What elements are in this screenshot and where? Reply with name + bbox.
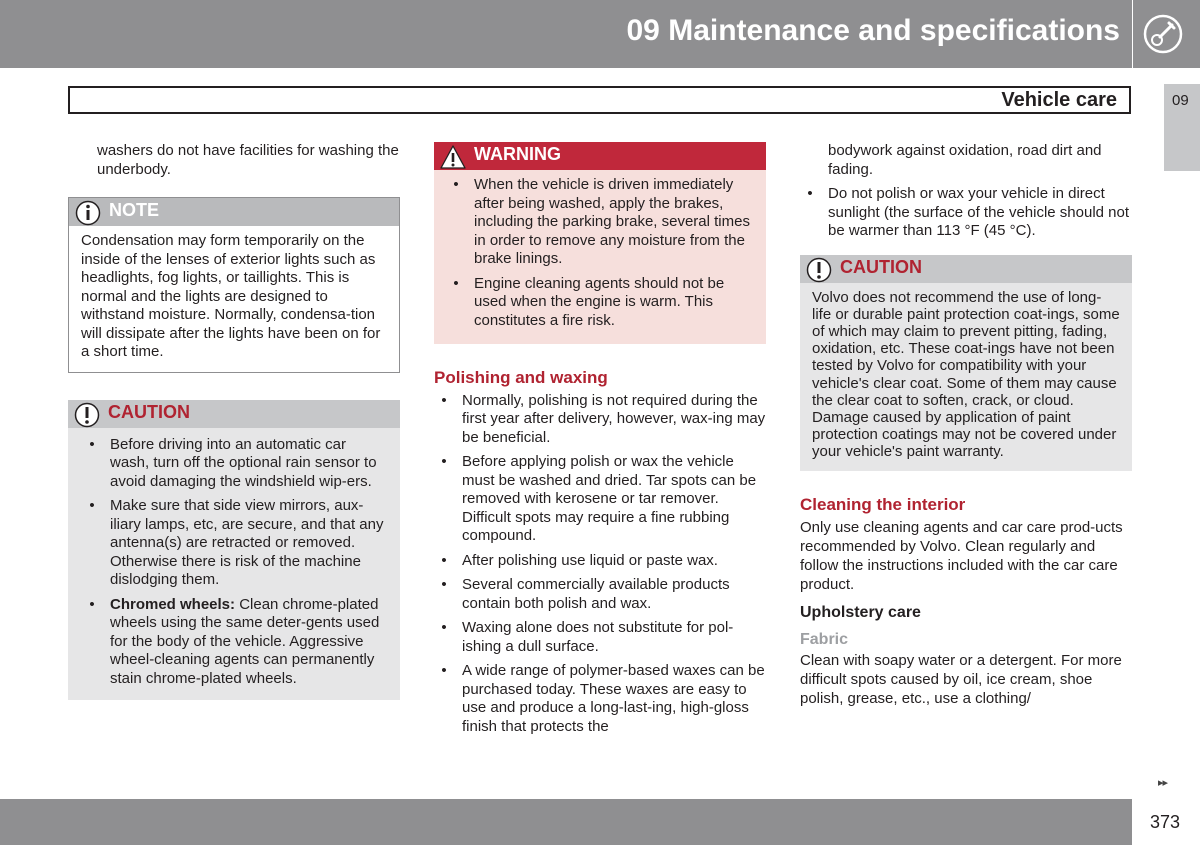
section-header-bar bbox=[68, 86, 1131, 114]
chapter-tab-label: 09 bbox=[1172, 92, 1189, 109]
list-item: • Before driving into an automatic car wash, turn off the optional rain sensor to avoid damaging the windshield wip-ers. bbox=[82, 436, 388, 492]
caution-label: CAUTION bbox=[108, 401, 190, 422]
caution-box-2 bbox=[800, 255, 1132, 471]
chapter-icon-box bbox=[1133, 0, 1200, 68]
column-1 bbox=[68, 142, 400, 700]
exclamation-icon bbox=[806, 257, 832, 283]
continued-text: bodywork against oxidation, road dirt and fading. bbox=[828, 142, 1102, 178]
caution-body: Volvo does not recommend the use of long-life or durable paint protection coat-ings, some of which may claim to prevent pitting, fading, oxidation, etc. These coat-ings have not been tested by Volvo for compatibility with your vehicle's clear coat. Some of them may cause the clear coat to soften, crack, or cloud. Damage caused by application of paint protection coatings may not be covered under your vehicle's paint warranty. bbox=[812, 288, 1120, 461]
bullet-icon: • bbox=[441, 662, 447, 679]
bullet-icon: • bbox=[441, 576, 447, 593]
list-item: • Normally, polishing is not required during the first year after delivery, however, wax-ing may be beneficial. bbox=[434, 392, 766, 448]
chromed-wheels-term: Chromed wheels: bbox=[110, 595, 236, 613]
warning-list bbox=[446, 176, 754, 330]
list-item: • Several commercially available products contain both polish and wax. bbox=[434, 576, 766, 613]
chapter-header-bar bbox=[0, 0, 1132, 68]
bullet-icon: • bbox=[453, 176, 459, 193]
note-label: NOTE bbox=[109, 200, 160, 220]
warning-box bbox=[434, 142, 766, 344]
caution-list bbox=[82, 436, 388, 689]
exclamation-icon bbox=[74, 402, 100, 428]
column-2 bbox=[434, 142, 766, 742]
fabric-body: Clean with soapy water or a detergent. For more difficult spots caused by oil, ice cream, shoe polish, grease, etc., use a clothing/ bbox=[800, 652, 1122, 708]
caution-header bbox=[800, 255, 1132, 283]
list-item: • Before applying polish or wax the vehicle must be washed and dried. Tar spots can be removed with kerosene or tar remover. Difficult spots may require a fine rubbing compound. bbox=[434, 453, 766, 546]
list-item: • After polishing use liquid or paste wax. bbox=[434, 552, 766, 571]
list-item: • A wide range of polymer-based waxes can be purchased today. These waxes are easy to use and produce a long-last-ing, high-gloss finish that protects the bbox=[434, 662, 766, 736]
bullet-icon: • bbox=[441, 391, 447, 409]
warning-label: WARNING bbox=[474, 144, 561, 164]
note-header bbox=[69, 198, 399, 226]
bullet-icon: • bbox=[89, 595, 95, 613]
section-title: Vehicle care bbox=[1001, 89, 1117, 111]
cleaning-body: Only use cleaning agents and car care prod-ucts recommended by Volvo. Clean regularly and follow the instructions included with the car care product. bbox=[800, 519, 1123, 594]
warning-triangle-icon bbox=[440, 144, 466, 170]
column-3 bbox=[800, 142, 1132, 708]
bullet-icon: • bbox=[453, 274, 459, 292]
caution-header bbox=[68, 400, 400, 428]
continue-arrows-icon: ▸▸ bbox=[1158, 777, 1168, 789]
note-body: Condensation may form temporarily on the inside of the lenses of exterior lights such as headlights, fog lights, or taillights. This is normal and the lights are designed to withstand moisture. Normally, condensa-tion will dissipate after the lights have been on for a short time. bbox=[81, 232, 381, 360]
warning-header bbox=[434, 142, 766, 170]
list-item: • When the vehicle is driven immediately after being washed, apply the brakes, including the parking brake, several times in order to remove any moisture from the brake linings. bbox=[446, 176, 754, 269]
chapter-title: 09 Maintenance and specifications bbox=[626, 14, 1120, 47]
bullet-icon: • bbox=[89, 435, 95, 453]
bullet-icon: • bbox=[441, 551, 447, 569]
caution-box-1 bbox=[68, 400, 400, 701]
chapter-tab bbox=[1164, 84, 1200, 171]
bullet-icon: • bbox=[441, 619, 447, 636]
polishing-list bbox=[434, 392, 766, 737]
caution-label: CAUTION bbox=[840, 256, 922, 277]
polishing-heading: Polishing and waxing bbox=[434, 368, 608, 387]
bullet-icon: • bbox=[807, 185, 813, 202]
bullet-icon: • bbox=[441, 453, 447, 470]
list-item: • Chromed wheels: Clean chrome-plated wheels using the same deter-gents used for the body of the vehicle. Aggressive wheel-cleaning agents can permanently stain chrome-plated wheels. bbox=[82, 596, 388, 689]
wrench-gear-icon bbox=[1143, 14, 1183, 54]
list-item: • Make sure that side view mirrors, aux-iliary lamps, etc, are secure, and that any antenna(s) are retracted or removed. Otherwise there is risk of the machine dislodging them. bbox=[82, 497, 388, 590]
cleaning-heading: Cleaning the interior bbox=[800, 494, 966, 514]
note-box bbox=[68, 197, 400, 373]
upholstery-heading: Upholstery care bbox=[800, 604, 921, 622]
list-item: • Engine cleaning agents should not be used when the engine is warm. This constitutes a fire risk. bbox=[446, 275, 754, 331]
list-item: • Do not polish or wax your vehicle in direct sunlight (the surface of the vehicle should not be warmer than 113 °F (45 °C). bbox=[800, 185, 1132, 241]
page-number: 373 bbox=[1150, 812, 1181, 832]
fabric-heading: Fabric bbox=[800, 630, 849, 648]
footer-bar bbox=[0, 799, 1132, 845]
list-item: • Waxing alone does not substitute for pol-ishing a dull surface. bbox=[434, 619, 766, 656]
intro-text: washers do not have facilities for washing the underbody. bbox=[97, 142, 399, 178]
bullet-icon: • bbox=[89, 497, 95, 514]
info-icon bbox=[75, 200, 101, 226]
polish-tip-list bbox=[800, 185, 1132, 241]
